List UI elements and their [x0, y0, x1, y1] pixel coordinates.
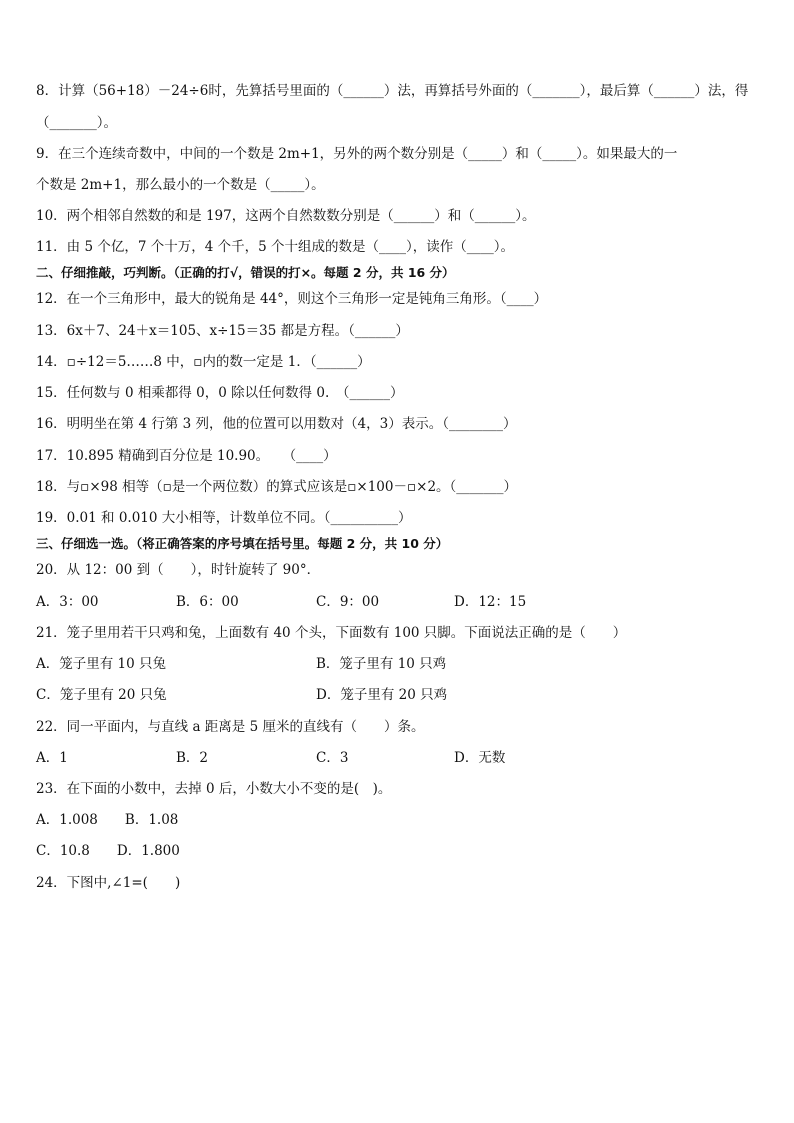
- question-9-line2: 个数是 2m+1，那么最小的一个数是（_____）。: [36, 177, 325, 193]
- question-10: 10．两个相邻自然数的和是 197，这两个自然数数分别是（______）和（______）。: [36, 208, 536, 224]
- question-15: 15．任何数与 0 相乘都得 0，0 除以任何数得 0. （______）: [36, 385, 404, 401]
- question-21-option-d: D．笼子里有 20 只鸡: [316, 687, 448, 703]
- section-3-heading: 三、仔细选一选。（将正确答案的序号填在括号里。每题 2 分，共 10 分）: [36, 536, 449, 551]
- question-9-line1: 9．在三个连续奇数中，中间的一个数是 2m+1，另外的两个数分别是（_____）和（_____）。如果最大的一: [36, 146, 678, 162]
- question-23-options-cd: C．10.8 D．1.800: [36, 843, 180, 859]
- question-8-line1: 8．计算（56+18）－24÷6时，先算括号里面的（______）法，再算括号外面的（_______），最后算（______）法，得: [36, 83, 749, 99]
- question-22: 22．同一平面内，与直线 a 距离是 5 厘米的直线有（ ）条。: [36, 719, 425, 735]
- question-21: 21．笼子里用若干只鸡和兔，上面数有 40 个头，下面数有 100 只脚。下面说法正确的是（ ）: [36, 625, 627, 641]
- question-19: 19．0.01 和 0.010 大小相等，计数单位不同。（__________）: [36, 510, 412, 526]
- question-21-option-c: C．笼子里有 20 只兔: [36, 687, 167, 703]
- question-22-option-b: B．2: [176, 750, 209, 766]
- question-11: 11．由 5 个亿，7 个十万，4 个千，5 个十组成的数是（____），读作（____）。: [36, 239, 514, 255]
- question-21-option-a: A．笼子里有 10 只兔: [36, 656, 167, 672]
- question-22-option-d: D．无数: [454, 750, 506, 766]
- question-13: 13．6x＋7、24＋x＝105、x÷15＝35 都是方程。（______）: [36, 323, 409, 339]
- question-8-line2: （_______）。: [36, 115, 117, 131]
- question-20-option-c: C．9：00: [316, 594, 380, 610]
- question-20: 20．从 12：00 到（ ），时针旋转了 90°．: [36, 562, 321, 578]
- question-14: 14．▫÷12＝5……8 中，▫内的数一定是 1．（______）: [36, 354, 371, 370]
- question-18: 18．与▫×98 相等（▫是一个两位数）的算式应该是▫×100－▫×2。（_______）: [36, 479, 518, 495]
- question-20-option-a: A．3：00: [36, 594, 99, 610]
- question-12: 12．在一个三角形中，最大的锐角是 44°，则这个三角形一定是钝角三角形。（____）: [36, 291, 548, 307]
- section-2-heading: 二、仔细推敲，巧判断。（正确的打√，错误的打×。每题 2 分，共 16 分）: [36, 265, 455, 280]
- question-24: 24．下图中,∠1=( ): [36, 875, 181, 891]
- question-21-option-b: B．笼子里有 10 只鸡: [316, 656, 447, 672]
- question-17: 17．10.895 精确到百分位是 10.90。 （____）: [36, 448, 337, 464]
- question-20-option-b: B．6：00: [176, 594, 239, 610]
- question-16: 16．明明坐在第 4 行第 3 列，他的位置可以用数对（4，3）表示。（________）: [36, 416, 517, 432]
- question-23-options-ab: A．1.008 B．1.08: [36, 812, 179, 828]
- question-22-option-c: C．3: [316, 750, 349, 766]
- question-23: 23．在下面的小数中，去掉 0 后，小数大小不变的是( )。: [36, 781, 392, 797]
- question-22-option-a: A．1: [36, 750, 68, 766]
- question-20-option-d: D．12：15: [454, 594, 527, 610]
